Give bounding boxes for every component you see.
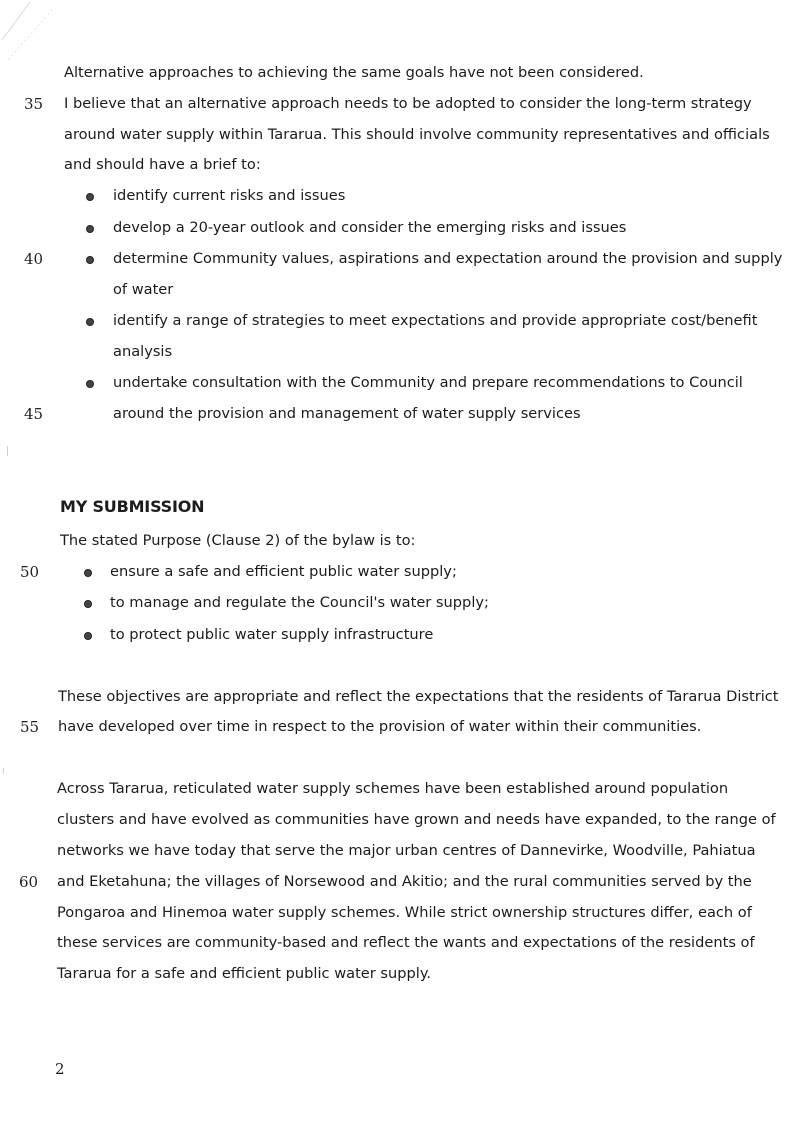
- bullet-icon: [86, 318, 94, 326]
- bullet-icon: [86, 380, 94, 388]
- paragraph-line: The stated Purpose (Clause 2) of the bylaw is to:: [60, 532, 416, 549]
- line-number: 50: [20, 563, 40, 581]
- line-number: 45: [24, 405, 44, 423]
- line-number: 60: [19, 873, 39, 891]
- list-item-continuation: around the provision and management of water supply services: [113, 405, 581, 422]
- list-item: identify a range of strategies to meet expectations and provide appropriate cost/benefit: [113, 312, 758, 329]
- bullet-icon: [86, 225, 94, 233]
- line-number: 40: [24, 250, 44, 268]
- scan-artifact: [3, 768, 4, 774]
- bullet-icon: [84, 600, 92, 608]
- paragraph-line: These objectives are appropriate and reflect the expectations that the residents of Tararua District: [58, 688, 779, 705]
- section-heading: MY SUBMISSION: [60, 497, 205, 516]
- line-number: 35: [24, 95, 44, 113]
- scan-artifact: [7, 446, 8, 456]
- paragraph-line: these services are community-based and reflect the wants and expectations of the residents of: [57, 934, 755, 951]
- paragraph-line: networks we have today that serve the major urban centres of Dannevirke, Woodville, Pahiatua: [57, 842, 756, 859]
- list-item: undertake consultation with the Community and prepare recommendations to Council: [113, 374, 743, 391]
- bullet-icon: [84, 569, 92, 577]
- list-item-continuation: analysis: [113, 343, 173, 360]
- list-item: identify current risks and issues: [113, 187, 346, 204]
- bullet-icon: [86, 256, 94, 264]
- list-item: determine Community values, aspirations and expectation around the provision and supply: [113, 250, 783, 267]
- line-number: 55: [20, 718, 40, 736]
- paragraph-line: have developed over time in respect to the provision of water within their communities.: [58, 718, 702, 735]
- list-item: ensure a safe and efficient public water supply;: [110, 563, 457, 580]
- list-item-continuation: of water: [113, 281, 174, 298]
- page-number: 2: [55, 1060, 65, 1078]
- paragraph-line: around water supply within Tararua. This should involve community representatives and officials: [64, 126, 770, 143]
- paragraph-line: I believe that an alternative approach needs to be adopted to consider the long-term strategy: [64, 95, 752, 112]
- list-item: to protect public water supply infrastructure: [110, 626, 434, 643]
- paragraph-line: clusters and have evolved as communities have grown and needs have expanded, to the range of: [57, 811, 776, 828]
- list-item: develop a 20-year outlook and consider the emerging risks and issues: [113, 219, 627, 236]
- paragraph-line: Tararua for a safe and efficient public water supply.: [57, 965, 432, 982]
- paragraph-line: Pongaroa and Hinemoa water supply schemes. While strict ownership structures differ, each of: [57, 904, 752, 921]
- paragraph-line: Across Tararua, reticulated water supply schemes have been established around population: [57, 780, 729, 797]
- paragraph-line: and Eketahuna; the villages of Norsewood and Akitio; and the rural communities served by the: [57, 873, 752, 890]
- scan-artifact: [0, 0, 60, 80]
- paragraph-line: and should have a brief to:: [64, 156, 261, 173]
- intro-line: Alternative approaches to achieving the same goals have not been considered.: [64, 64, 644, 81]
- bullet-icon: [86, 193, 94, 201]
- list-item: to manage and regulate the Council's water supply;: [110, 594, 489, 611]
- bullet-icon: [84, 632, 92, 640]
